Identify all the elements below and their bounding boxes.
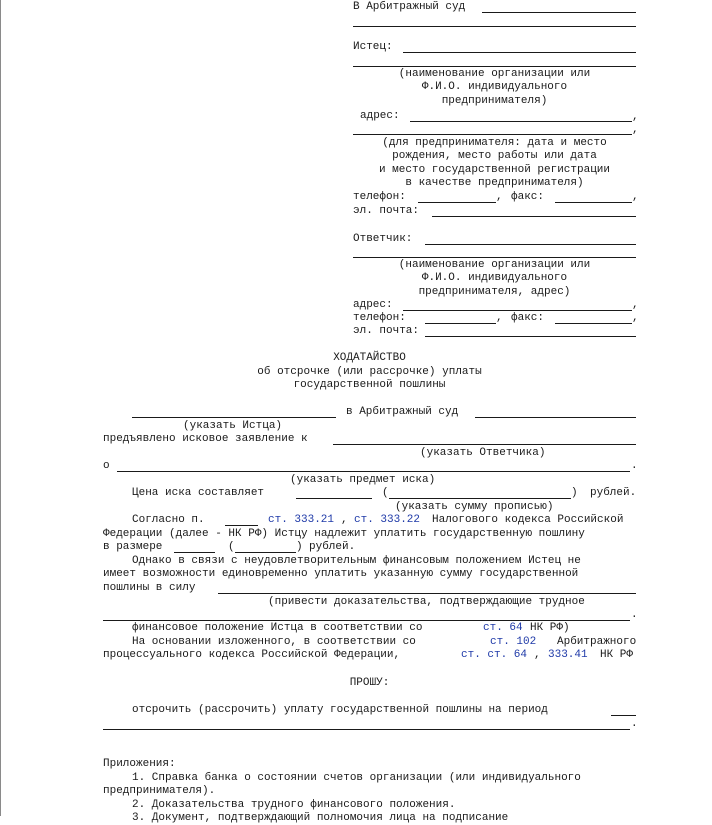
- entrepreneur-hint-3: и место государственной регистрации: [378, 164, 611, 176]
- title-line-2: об отсрочке (или рассрочке) уплаты: [257, 366, 482, 378]
- claim-subject-period: .: [631, 460, 638, 472]
- reason-field-line2[interactable]: [103, 620, 630, 621]
- defendant-phone-comma: ,: [496, 312, 503, 324]
- link-article-333-41[interactable]: 333.41: [548, 649, 588, 661]
- plaintiff-hint-3: предпринимателя): [441, 95, 548, 107]
- request-text: отсрочить (рассрочить) уплату государственной пошлины на период: [132, 704, 548, 716]
- p1-start: Согласно п.: [132, 514, 205, 526]
- claim-price-words-field[interactable]: [389, 498, 571, 499]
- address-comma-2: ,: [632, 124, 639, 136]
- attachment-1: 1. Справка банка о состоянии счетов организации (или индивидуального: [132, 772, 581, 784]
- period-field-line2[interactable]: [103, 729, 630, 730]
- attachments-heading: Приложения:: [103, 758, 176, 770]
- defendant-fax-label: факс:: [511, 312, 545, 324]
- court-name-field[interactable]: [482, 12, 636, 13]
- defendant-phone-label: телефон:: [353, 312, 406, 324]
- court-name-field-line2[interactable]: [353, 26, 636, 27]
- reason-field[interactable]: [218, 593, 636, 594]
- claim-subject-field[interactable]: [117, 471, 630, 472]
- court-reference-field[interactable]: [475, 417, 636, 418]
- defendant-fax-comma: ,: [632, 312, 639, 324]
- defendant-email-field[interactable]: [425, 336, 636, 337]
- p3-line-1-start: На основании изложенного, в соответствии со: [132, 636, 416, 648]
- phone-label: телефон:: [353, 191, 406, 203]
- p1-line-3-start: в размере: [103, 541, 163, 553]
- email-label: эл. почта:: [353, 205, 420, 217]
- hint-subject: (указать предмет иска): [290, 474, 436, 486]
- phone-comma: ,: [496, 191, 503, 203]
- p3-line-1-end: Арбитражного: [557, 636, 637, 648]
- plaintiff-field-line2[interactable]: [353, 66, 636, 67]
- clause-number-field[interactable]: [225, 525, 258, 526]
- p1-line-2: Федерации (далее - НК РФ) Истцу надлежит уплатить государственную пошлину: [103, 528, 585, 540]
- price-words-open: (: [382, 487, 389, 499]
- hint-amount: (указать сумму прописью): [395, 501, 554, 513]
- request-heading: ПРОШУ:: [349, 677, 390, 689]
- court-reference: в Арбитражный суд: [346, 406, 459, 418]
- link-article-333-21[interactable]: ст. 333.21: [268, 514, 335, 526]
- p3-line-2-end: НК РФ: [600, 649, 634, 661]
- plaintiff-field[interactable]: [403, 52, 636, 53]
- p2-line-2: имеет возможности единовременно уплатить указанную сумму государственной: [103, 568, 579, 580]
- about-text: о: [103, 460, 110, 472]
- duty-words-open: (: [228, 541, 235, 553]
- reason-period: .: [631, 609, 638, 621]
- p2-line-3: пошлины в силу: [103, 582, 196, 594]
- plaintiff-name-field[interactable]: [132, 417, 336, 418]
- defendant-name-field[interactable]: [333, 444, 636, 445]
- duty-words-close: ): [296, 541, 303, 553]
- defendant-fax-field[interactable]: [555, 323, 632, 324]
- title-line-1: ХОДАТАЙСТВО: [333, 352, 406, 364]
- court-label: В Арбитражный суд: [353, 1, 466, 13]
- hint-defendant: (указать Ответчика): [420, 447, 546, 459]
- p2-line-5-start: финансовое положение Истца в соответствии со: [132, 622, 423, 634]
- comma-sep-1: ,: [341, 514, 348, 526]
- attachment-3: 3. Документ, подтверждающий полномочия лица на подписание: [132, 812, 509, 824]
- address-label: адрес:: [360, 110, 400, 122]
- defendant-address-label: адрес:: [353, 299, 393, 311]
- plaintiff-address-field[interactable]: [410, 121, 632, 122]
- period-end: .: [631, 718, 638, 730]
- address-comma: ,: [632, 111, 639, 123]
- plaintiff-label: Истец:: [353, 41, 393, 53]
- claim-filed-text: предъявлено исковое заявление к: [103, 433, 308, 445]
- comma-sep-2: ,: [534, 649, 541, 661]
- attachment-2: 2. Доказательства трудного финансового положения.: [132, 799, 456, 811]
- plaintiff-address-field-line2[interactable]: [353, 134, 632, 135]
- defendant-hint-3: предпринимателя, адрес): [418, 286, 571, 298]
- p1-line-3-end: рублей.: [309, 541, 356, 553]
- defendant-address-field[interactable]: [403, 310, 632, 311]
- hint-evidence: (привести доказательства, подтверждающие трудное: [268, 596, 585, 608]
- attachment-1-cont: предпринимателя).: [103, 785, 216, 797]
- fax-comma: ,: [632, 191, 639, 203]
- defendant-hint-2: Ф.И.О. индивидуального: [421, 272, 568, 284]
- fax-label: факс:: [511, 191, 545, 203]
- p1-tax-code: Налогового кодекса Российской: [432, 514, 624, 526]
- defendant-field[interactable]: [425, 244, 636, 245]
- duty-amount-words-field[interactable]: [235, 552, 296, 553]
- page-left-border: [0, 0, 1, 816]
- price-label: Цена иска составляет: [132, 487, 265, 499]
- link-article-102[interactable]: ст. 102: [490, 636, 537, 648]
- link-article-333-22[interactable]: ст. 333.22: [354, 514, 421, 526]
- hint-plaintiff: (указать Истца): [183, 420, 283, 432]
- period-field[interactable]: [611, 715, 636, 716]
- entrepreneur-hint-2: рождения, место работы или дата: [392, 150, 597, 162]
- defendant-hint-1: (наименование организации или: [398, 259, 591, 271]
- defendant-phone-field[interactable]: [425, 323, 496, 324]
- claim-price-field[interactable]: [296, 498, 372, 499]
- link-article-64[interactable]: ст. 64: [483, 622, 523, 634]
- title-line-3: государственной пошлины: [293, 379, 446, 391]
- defendant-field-line2[interactable]: [353, 257, 636, 258]
- email-field[interactable]: [432, 216, 636, 217]
- p3-line-2-start: процессуального кодекса Российской Федерации,: [103, 649, 401, 661]
- link-articles-64[interactable]: ст. ст. 64: [461, 649, 528, 661]
- p2-line-1: Однако в связи с неудовлетворительным финансовым положением Истец не: [132, 555, 581, 567]
- defendant-address-comma: ,: [632, 299, 639, 311]
- defendant-label: Ответчик:: [353, 233, 413, 245]
- defendant-email-label: эл. почта:: [353, 325, 420, 337]
- p2-line-5-end: НК РФ): [530, 622, 570, 634]
- entrepreneur-hint-1: (для предпринимателя: дата и место: [382, 137, 607, 149]
- entrepreneur-hint-4: в качестве предпринимателя): [405, 177, 584, 189]
- duty-amount-field[interactable]: [174, 552, 215, 553]
- price-words-close: ): [571, 487, 578, 499]
- plaintiff-hint-2: Ф.И.О. индивидуального: [421, 81, 568, 93]
- rubles-label: рублей.: [590, 487, 637, 499]
- phone-field[interactable]: [418, 202, 496, 203]
- fax-field[interactable]: [555, 202, 632, 203]
- plaintiff-hint-1: (наименование организации или: [398, 68, 591, 80]
